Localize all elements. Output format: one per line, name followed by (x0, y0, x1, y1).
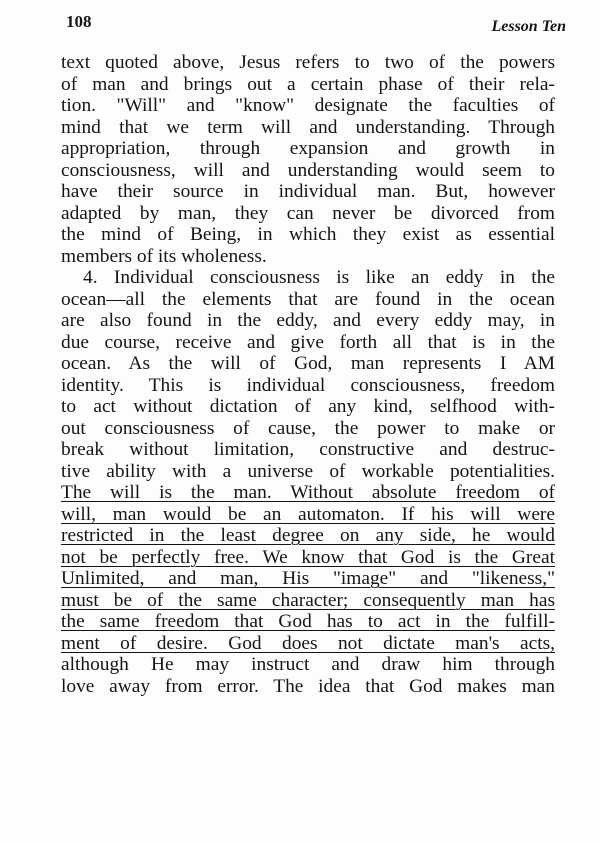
text-line: tive ability with a universe of workable potentialities. (61, 460, 555, 482)
page-body (61, 52, 555, 697)
underlined-text-line: ment of desire. God does not dictate man's acts, (61, 632, 555, 654)
underlined-text-line: not be perfectly free. We know that God is the Great (61, 546, 555, 568)
text-line: although He may instruct and draw him through (61, 654, 555, 675)
text-line: have their source in individual man. But, however (61, 181, 555, 202)
underlined-text-line: must be of the same character; consequently man has (61, 589, 555, 611)
underlined-text-line: will, man would be an automaton. If his will were (61, 503, 555, 525)
underlined-text-line: the same freedom that God has to act in the fulfill- (61, 611, 555, 632)
running-head: Lesson Ten (491, 18, 566, 35)
text-line: adapted by man, they can never be divorced from (61, 202, 555, 224)
underlined-text-line: restricted in the least degree on any side, he would (61, 525, 555, 546)
text-line: to act without dictation of any kind, selfhood with- (61, 396, 555, 417)
text-line: love away from error. The idea that God makes man (61, 675, 555, 697)
text-line: tion. "Will" and "know" designate the faculties of (61, 95, 555, 116)
underlined-text-line: The will is the man. Without absolute freedom of (61, 482, 555, 503)
text-line: ocean—all the elements that are found in the ocean (61, 288, 555, 310)
text-line: identity. This is individual consciousness, freedom (61, 374, 555, 396)
text-line: text quoted above, Jesus refers to two of the powers (61, 52, 555, 73)
text-line: are also found in the eddy, and every eddy may, in (61, 310, 555, 331)
text-line: ocean. As the will of God, man represents I AM (61, 353, 555, 374)
page-number: 108 (66, 12, 92, 31)
text-line: 4. Individual consciousness is like an eddy in the (83, 267, 555, 288)
text-line: consciousness, will and understanding would seem to (61, 159, 555, 181)
text-line: members of its wholeness. (61, 245, 267, 267)
text-line: due course, receive and give forth all that is in the (61, 331, 555, 353)
text-line: of man and brings out a certain phase of their rela- (61, 73, 555, 95)
text-line: break without limitation, constructive and destruc- (61, 439, 555, 460)
text-line: the mind of Being, in which they exist as essential (61, 224, 555, 245)
text-line: appropriation, through expansion and growth in (61, 138, 555, 159)
text-line: out consciousness of cause, the power to make or (61, 417, 555, 439)
paragraph-4 (61, 267, 555, 697)
underlined-text-line: Unlimited, and man, His "image" and "likeness," (61, 568, 555, 589)
paragraph-3-end (61, 52, 555, 267)
text-line: mind that we term will and understanding. Through (61, 116, 555, 138)
